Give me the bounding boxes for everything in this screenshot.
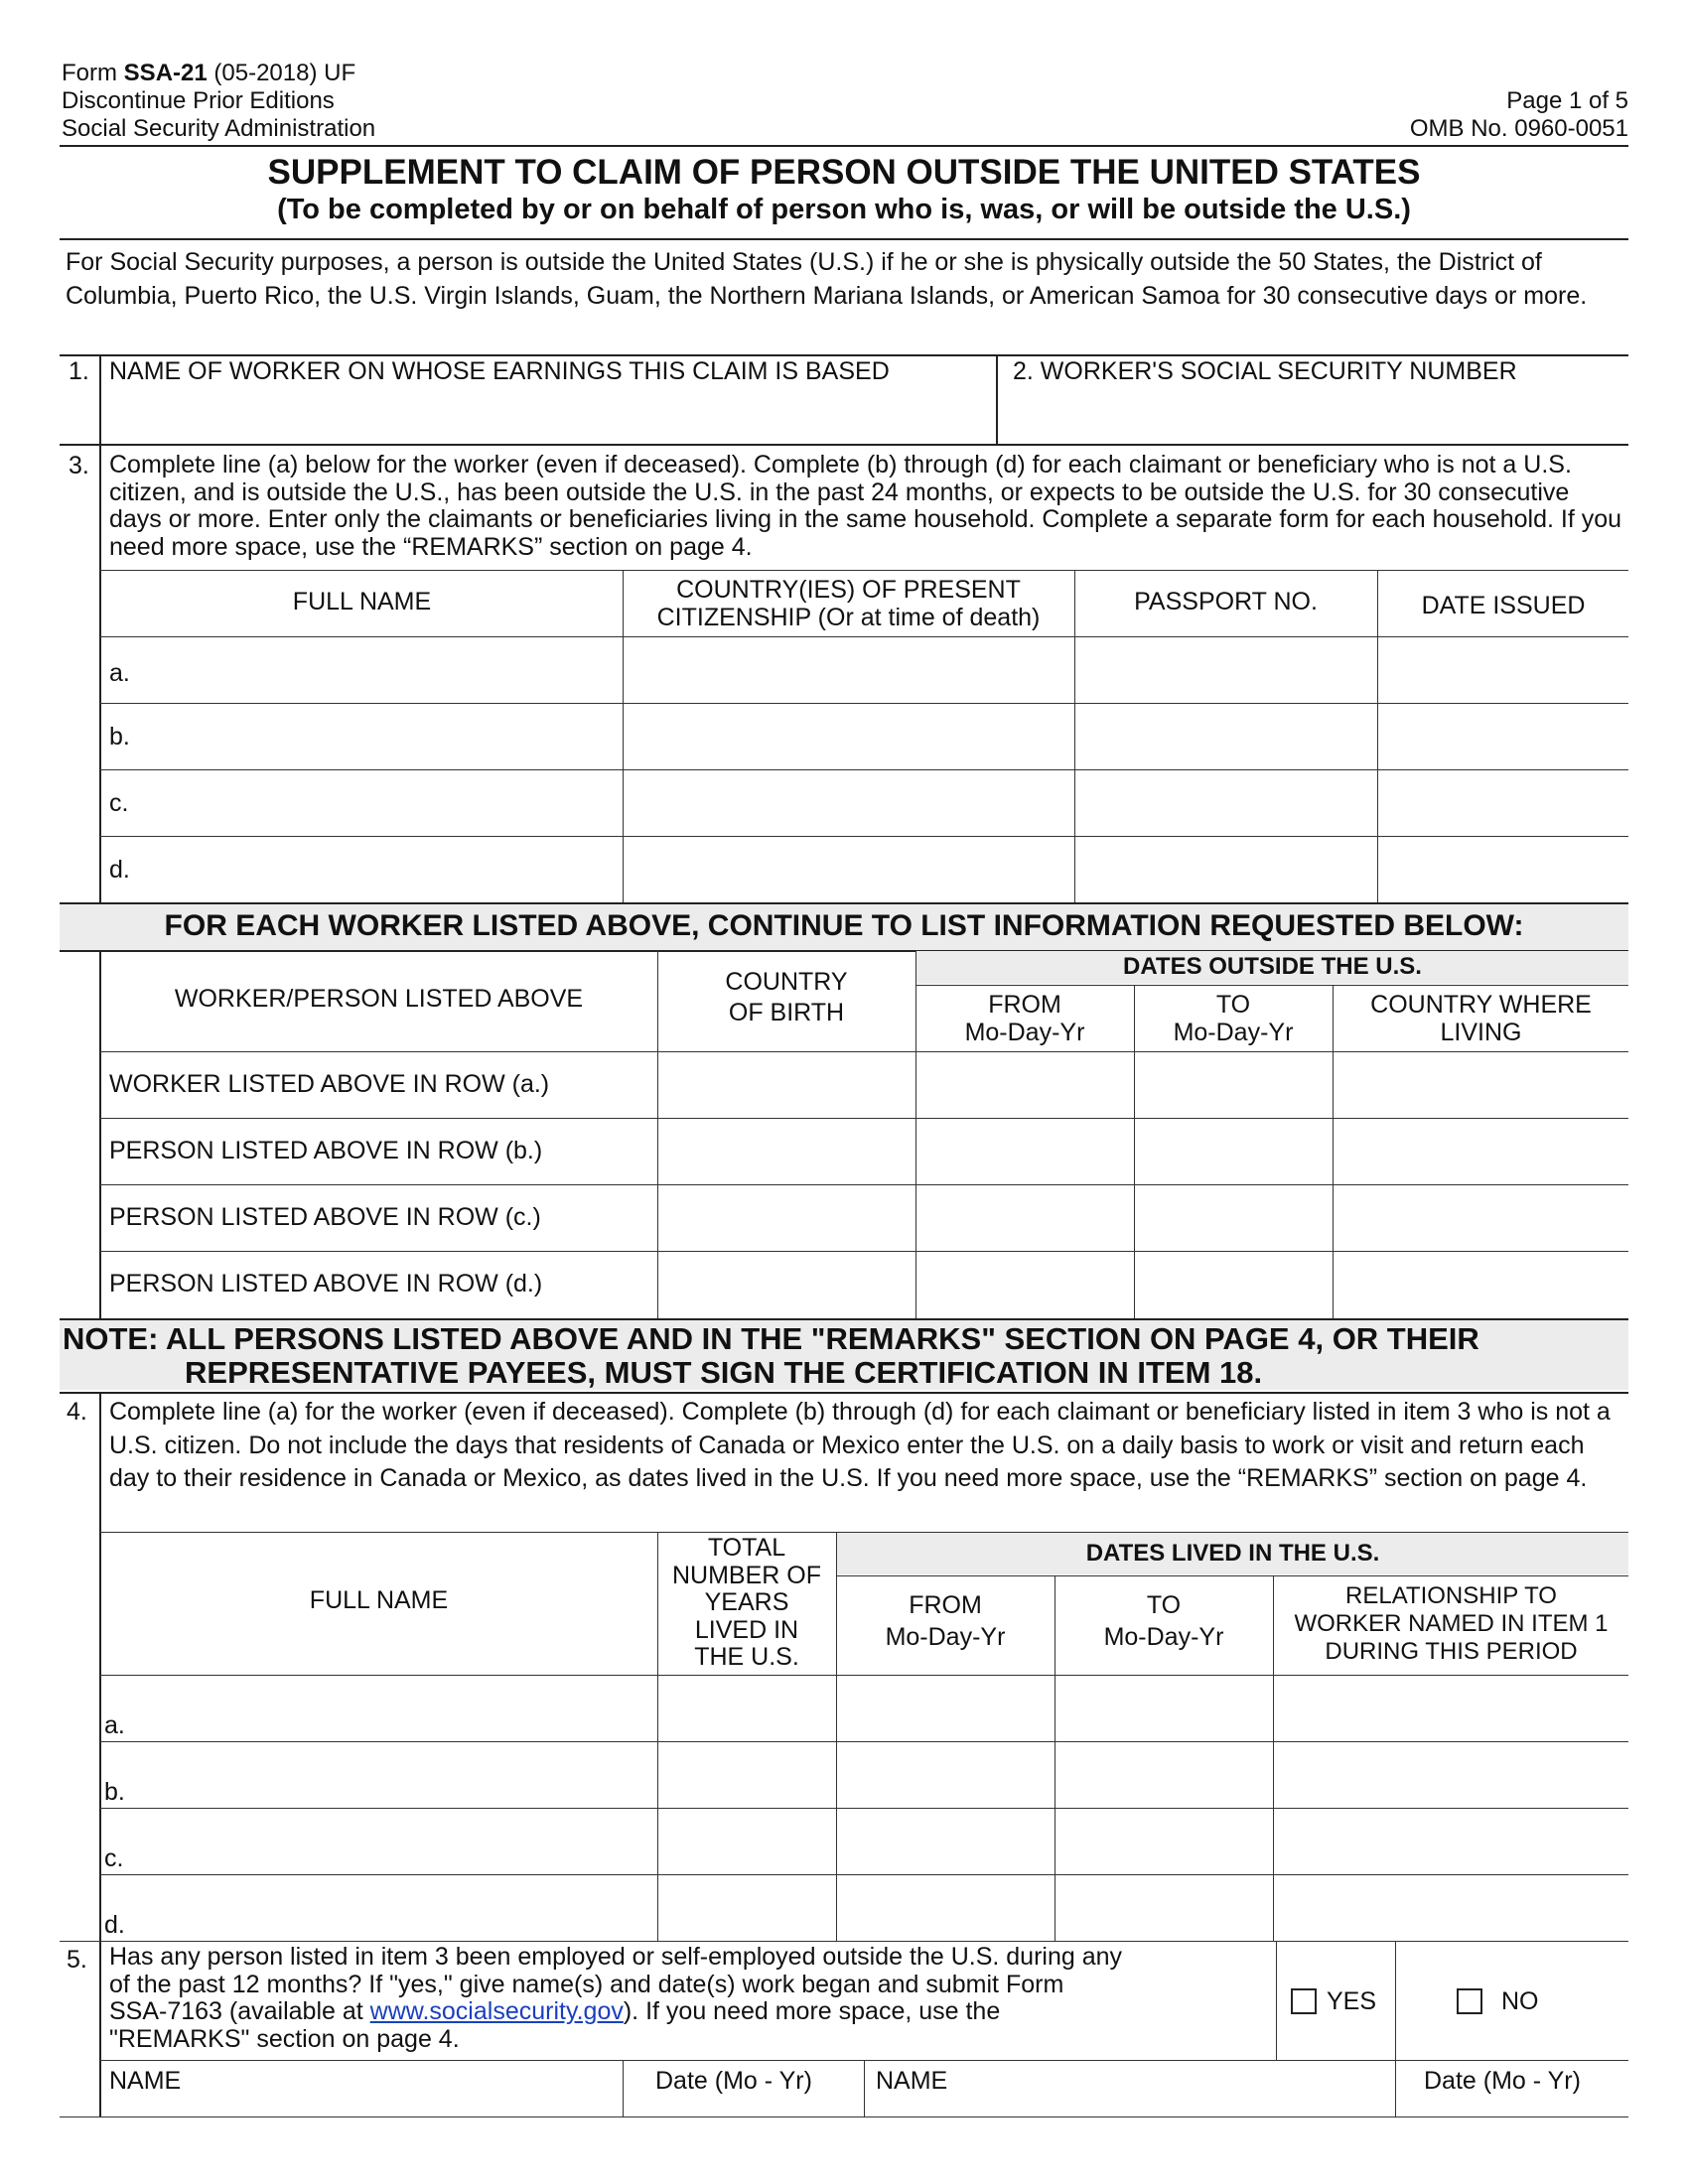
col-relationship [1274,1582,1628,1666]
page-subtitle: (To be completed by or on behalf of person who is, was, or will be outside the U.S.) [277,194,1411,225]
employment-name-label-1: NAME [109,2067,182,2095]
col-living-line2: LIVING [1440,1019,1522,1046]
col-living-line1: COUNTRY WHERE [1370,991,1592,1019]
row-label-d: d. [109,856,130,884]
col-total-years [658,1535,835,1672]
table2-birth-d[interactable] [659,1253,914,1316]
divider [60,2116,1628,2117]
left-margin-rule [99,354,101,902]
divider [99,1874,1628,1875]
divider [1276,1941,1277,2060]
table2-to-c[interactable] [1136,1186,1331,1250]
note-line-1: NOTE: ALL PERSONS LISTED ABOVE AND IN THE "REMARKS" SECTION ON PAGE 4, OR THEIR [63,1321,1479,1356]
item4-d-to[interactable] [1056,1876,1271,1940]
table2-from-c[interactable] [917,1186,1132,1250]
table2-from-a[interactable] [917,1053,1132,1117]
row-label-b: b. [109,723,130,751]
item4-d-years[interactable] [659,1876,834,1940]
col-country-living [1334,991,1628,1046]
item3-d-passport[interactable] [1076,838,1375,901]
col-from-date [916,991,1133,1046]
item3-a-citizenship[interactable] [625,638,1072,702]
divider [99,1184,1628,1185]
item4-b-from[interactable] [838,1743,1053,1807]
left-margin-rule [99,1392,101,2116]
col-from-line2: Mo-Day-Yr [964,1019,1085,1046]
item4-b-years[interactable] [659,1743,834,1807]
item4-c-years[interactable] [659,1810,834,1873]
divider [623,2060,624,2116]
item3-c-citizenship[interactable] [625,771,1072,835]
table2-row-label: PERSON LISTED ABOVE IN ROW (d.) [109,1270,543,1297]
item4-d-from[interactable] [838,1876,1053,1940]
form-number: SSA-21 [123,60,208,86]
item4-row-c: c. [104,1844,124,1872]
dates-lived-heading: DATES LIVED IN THE U.S. [1085,1540,1380,1567]
no-label: NO [1501,1987,1539,2015]
divider [99,570,1628,571]
item3-b-date-issued[interactable] [1379,705,1627,768]
continue-heading: FOR EACH WORKER LISTED ABOVE, CONTINUE TO LIST INFORMATION REQUESTED BELOW: [164,909,1524,942]
col-birth-line1: COUNTRY [725,968,848,996]
employment-date-label-2: Date (Mo - Yr) [1424,2067,1581,2095]
dates-outside-heading: DATES OUTSIDE THE U.S. [1123,953,1422,980]
item4-a-from[interactable] [838,1677,1053,1740]
table2-to-b[interactable] [1136,1120,1331,1183]
item4-col-full-name: FULL NAME [309,1586,449,1614]
row-label-a: a. [109,659,130,687]
employment-name-label-2: NAME [876,2067,948,2095]
divider [99,1251,1628,1252]
employment-name-field-1[interactable] [101,2093,621,2116]
table2-birth-b[interactable] [659,1120,914,1183]
item5-question-line3a: SSA-7163 (available at [109,1997,370,2025]
table2-from-b[interactable] [917,1120,1132,1183]
col-citizenship-line2: CITIZENSHIP (Or at time of death) [656,604,1041,631]
item4-from-line1: FROM [909,1591,982,1619]
col-to-line2: Mo-Day-Yr [1173,1019,1294,1046]
divider [1377,570,1378,902]
item1-number: 1. [69,357,89,385]
item4-b-to[interactable] [1056,1743,1271,1807]
employment-date-field-2[interactable] [1397,2093,1627,2116]
divider [99,1675,1628,1676]
col-to-date [1135,991,1332,1046]
divider [99,769,1628,770]
worker-ssn-field[interactable] [1003,392,1618,440]
divider [1395,1941,1396,2116]
divider [60,145,1628,147]
form-edition: (05-2018) UF [207,60,356,86]
table2-to-a[interactable] [1136,1053,1331,1117]
employment-date-label-1: Date (Mo - Yr) [655,2067,812,2095]
form-id-line [62,60,355,87]
item3-c-name[interactable] [139,771,621,835]
item3-c-passport[interactable] [1076,771,1375,835]
form-prefix: Form [62,60,124,86]
item4-to-line1: TO [1146,1591,1182,1619]
item4-a-years[interactable] [659,1677,834,1740]
item4-c-to[interactable] [1056,1810,1271,1873]
table2-row-label: PERSON LISTED ABOVE IN ROW (c.) [109,1203,541,1231]
item3-a-date-issued[interactable] [1379,638,1627,702]
table2-from-d[interactable] [917,1253,1132,1316]
socialsecurity-link[interactable]: www.socialsecurity.gov [369,1997,624,2025]
worker-name-label: NAME OF WORKER ON WHOSE EARNINGS THIS CLAIM IS BASED [109,357,890,385]
item4-d-relationship[interactable] [1275,1876,1627,1940]
item4-from-line2: Mo-Day-Yr [885,1623,1006,1651]
item4-row-b: b. [104,1778,125,1806]
divider [1074,570,1075,902]
divider [99,1118,1628,1119]
note-line-2: REPRESENTATIVE PAYEES, MUST SIGN THE CERTIFICATION IN ITEM 18. [185,1355,1263,1390]
item5-question [109,1944,1122,2053]
yes-checkbox[interactable] [1291,1988,1317,2014]
no-checkbox[interactable] [1457,1988,1482,2014]
item4-d-name[interactable] [129,1876,655,1940]
table2-living-c[interactable] [1335,1186,1627,1250]
page-number: Page 1 of 5 [1506,87,1628,114]
col-worker-person: WORKER/PERSON LISTED ABOVE [174,985,584,1013]
item3-c-date-issued[interactable] [1379,771,1627,835]
col-rel-line3: DURING THIS PERIOD [1325,1638,1578,1665]
col-total-line3: YEARS [704,1588,789,1616]
table2-living-a[interactable] [1335,1053,1627,1117]
item5-question-line3b: ). If you need more space, use the [623,1997,1001,2025]
divider [60,1392,1628,1394]
table2-row-label: PERSON LISTED ABOVE IN ROW (b.) [109,1137,543,1164]
intro-text: For Social Security purposes, a person is outside the United States (U.S.) if he or she is physically outside the 50 States, the District of Columbia, Puerto Rico, the U.S. Virgin Islands, Guam, the Northern Mariana Islands, or American Samoa for 30 consecutive days or more. [66,248,1588,310]
divider [60,444,1628,446]
item4-c-relationship[interactable] [1275,1810,1627,1873]
item3-d-date-issued[interactable] [1379,838,1627,901]
item4-b-relationship[interactable] [1275,1743,1627,1807]
item3-instructions: Complete line (a) below for the worker (even if deceased). Complete (b) through (d) for each claimant or beneficiary who is not a U.S. citizen, and is outside the U.S., has been outside the U.S. in the past 24 months, or expects to be outside the U.S. for 30 consecutive days or more. Enter only the claimants or beneficiaries living in the same household. Complete a separate form for each household. If you need more space, use the “REMARKS” section on page 4. [109,451,1622,561]
row-label-c: c. [109,789,129,817]
item3-a-name[interactable] [139,638,621,702]
table2-birth-a[interactable] [659,1053,914,1117]
item5-question-line4: "REMARKS" section on page 4. [109,2024,460,2053]
item3-b-passport[interactable] [1076,705,1375,768]
divider [864,2060,865,2116]
item5-number: 5. [67,1946,87,1974]
col-citizenship-line1: COUNTRY(IES) OF PRESENT [676,576,1021,604]
col-to-line1: TO [1215,991,1251,1019]
col-from-line1: FROM [988,991,1061,1019]
item4-col-to [1055,1589,1272,1653]
col-date-issued: DATE ISSUED [1421,592,1586,619]
yes-label: YES [1327,1987,1377,2015]
divider [60,1941,1628,1942]
divider [99,1741,1628,1742]
divider [60,354,1628,356]
item4-a-to[interactable] [1056,1677,1271,1740]
table2-row-label: WORKER LISTED ABOVE IN ROW (a.) [109,1070,550,1098]
item5-question-line1: Has any person listed in item 3 been employed or self-employed outside the U.S. during any [109,1943,1123,1971]
col-passport: PASSPORT NO. [1134,588,1318,615]
item4-a-relationship[interactable] [1275,1677,1627,1740]
table2-birth-c[interactable] [659,1186,914,1250]
col-total-line5: THE U.S. [694,1643,799,1671]
item3-d-citizenship[interactable] [625,838,1072,901]
page-title: SUPPLEMENT TO CLAIM OF PERSON OUTSIDE THE UNITED STATES [267,153,1421,192]
table2-living-b[interactable] [1335,1120,1627,1183]
divider [623,570,624,902]
item4-number: 4. [67,1398,87,1426]
item4-b-name[interactable] [129,1743,655,1807]
omb-number: OMB No. 0960-0051 [1409,115,1628,142]
item3-d-name[interactable] [139,838,621,901]
divider [915,985,1628,986]
divider [99,836,1628,837]
col-total-line4: LIVED IN [694,1615,799,1644]
divider [99,1051,1628,1052]
item4-instructions: Complete line (a) for the worker (even if deceased). Complete (b) through (d) for each claimant or beneficiary listed in item 3 who is not a U.S. citizen. Do not include the days that residents of Canada or Mexico enter the U.S. on a daily basis to work or visit and return each day to their residence in Canada or Mexico, as dates lived in the U.S. If you need more space, use the “REMARKS” section on page 4. [109,1398,1611,1492]
table2-living-d[interactable] [1335,1253,1627,1316]
divider [60,238,1628,240]
col-total-line1: TOTAL [707,1534,786,1562]
col-birth-line2: OF BIRTH [728,999,845,1026]
divider [996,354,998,444]
item4-a-name[interactable] [129,1677,655,1740]
col-country-of-birth [658,967,914,1028]
divider [99,703,1628,704]
discontinue-note: Discontinue Prior Editions [62,87,335,114]
employment-date-field-1[interactable] [625,2093,862,2116]
item3-a-passport[interactable] [1076,638,1375,702]
divider [836,1575,1628,1576]
item4-row-a: a. [104,1711,125,1739]
employment-name-field-2[interactable] [866,2093,1393,2116]
divider [99,636,1628,637]
item5-question-line2: of the past 12 months? If "yes," give name(s) and date(s) work began and submit Form [109,1970,1064,1998]
col-total-line2: NUMBER OF [672,1561,821,1589]
col-rel-line1: RELATIONSHIP TO [1345,1582,1557,1609]
item4-to-line2: Mo-Day-Yr [1103,1623,1224,1651]
item4-c-name[interactable] [129,1810,655,1873]
worker-ssn-label: 2. WORKER'S SOCIAL SECURITY NUMBER [1013,357,1517,385]
item3-number: 3. [69,452,89,479]
item4-c-from[interactable] [838,1810,1053,1873]
item3-b-name[interactable] [139,705,621,768]
item5-question-line3 [109,1998,1122,2026]
agency-name: Social Security Administration [62,115,376,142]
item4-row-d: d. [104,1911,125,1939]
divider [99,1808,1628,1809]
col-citizenship [624,576,1073,631]
table2-to-d[interactable] [1136,1253,1331,1316]
item3-b-citizenship[interactable] [625,705,1072,768]
item4-col-from [837,1589,1054,1653]
col-full-name: FULL NAME [292,588,432,615]
col-rel-line2: WORKER NAMED IN ITEM 1 [1294,1610,1609,1637]
worker-name-field[interactable] [101,392,995,440]
